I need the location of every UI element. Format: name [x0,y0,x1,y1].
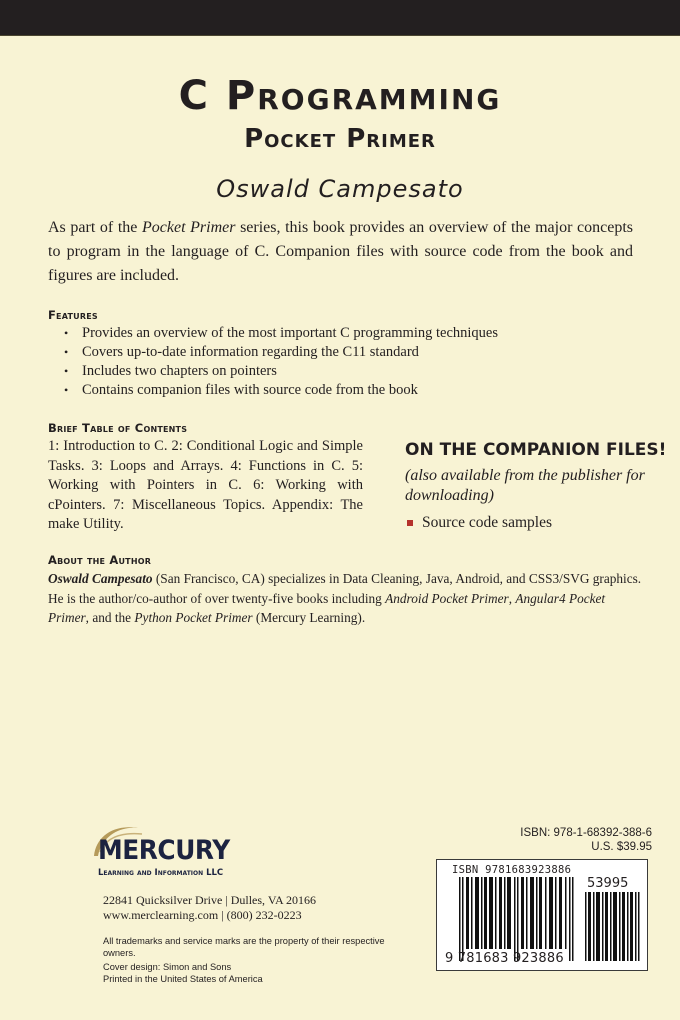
feature-item: • Provides an overview of the most important C programming techniques [64,324,568,343]
about-heading: About the Author [48,553,152,567]
printed-in: Printed in the United States of America [103,974,263,984]
publisher-logo [90,822,250,884]
book-author: Oswald Campesato [216,175,464,203]
features-list [48,324,568,400]
toc-section [48,421,363,535]
about-text [48,569,648,628]
isbn-number: ISBN: 978-1-68392-388-6 [520,827,652,839]
companion-item-label: Source code samples [422,514,552,531]
companion-heading: ON THE COMPANION FILES! [405,440,667,460]
intro-text-post: series, this book provides an overview of the major concepts to program in the language of C. Companion files with source code from the book and figures are included. [48,219,634,284]
toc-text: 1: Introduction to C. 2: Conditional Logic and Simple Tasks. 3: Loops and Arrays. 4: Functions in C. 5: Working with Pointers in C. 6: Working with cPointers. 7: Miscellaneous Topics. Appendix: The make Utility. [48,438,363,532]
book-title: C Programming [178,73,502,119]
series-name: Pocket Primer [141,219,236,236]
cover-design-credit: Cover design: Simon and Sons [103,962,232,972]
barcode-bars-icon [459,877,579,961]
companion-files-section [405,438,675,533]
companion-item [405,513,675,533]
about-author-section [48,553,648,628]
feature-item: • Contains companion files with source code from the book [64,381,568,400]
book-subtitle: Pocket Primer [244,124,436,154]
book-title-3: Python Pocket Primer [134,610,253,625]
companion-subheading: (also available from the publisher for downloading) [405,467,645,504]
barcode-addon-bars-icon [585,892,641,961]
toc-heading: Brief Table of Contents [48,421,188,435]
features-section [48,308,568,400]
top-dark-band [0,0,680,36]
feature-item: • Includes two chapters on pointers [64,362,568,381]
barcode-digits: 9 781683 923886 [445,951,564,966]
about-author-name: Oswald Campesato [48,571,153,586]
publisher-contact: www.merclearning.com | (800) 232-0223 [103,908,302,922]
trademark-notice: All trademarks and service marks are the property of their respective owners. [103,936,385,958]
intro-text-pre: As part of the [48,219,142,236]
feature-item: • Covers up-to-date information regarding the C11 standard [64,343,568,362]
about-text-3: (Mercury Learning). [252,610,366,625]
barcode-isbn-text: ISBN 9781683923886 [452,864,572,876]
about-sep: , [508,590,516,606]
square-bullet-icon [407,520,413,526]
publisher-address: 22841 Quicksilver Drive | Dulles, VA 20166 [103,893,316,907]
intro-paragraph [48,216,633,288]
book-title-1: Android Pocket Primer [385,590,509,606]
about-text-2: , and the [85,610,135,625]
barcode [436,859,648,971]
about-text-1: (San Francisco, CA) specializes in Data Cleaning, Java, Android, and CSS3/SVG graphics. He is the author/co-author of over twenty-five books including [48,571,642,606]
logo-wordmark: MERCURY [98,835,230,866]
legal-notice [103,935,403,987]
features-heading: Features [48,308,98,322]
price: U.S. $39.95 [591,841,652,853]
publisher-address-block [103,893,316,923]
isbn-price-block [520,826,652,854]
barcode-addon-text: 53995 [587,876,629,891]
logo-subtitle: Learning and Information LLC [98,868,224,878]
book-title-2: Angular4 Pocket Primer [48,590,606,625]
